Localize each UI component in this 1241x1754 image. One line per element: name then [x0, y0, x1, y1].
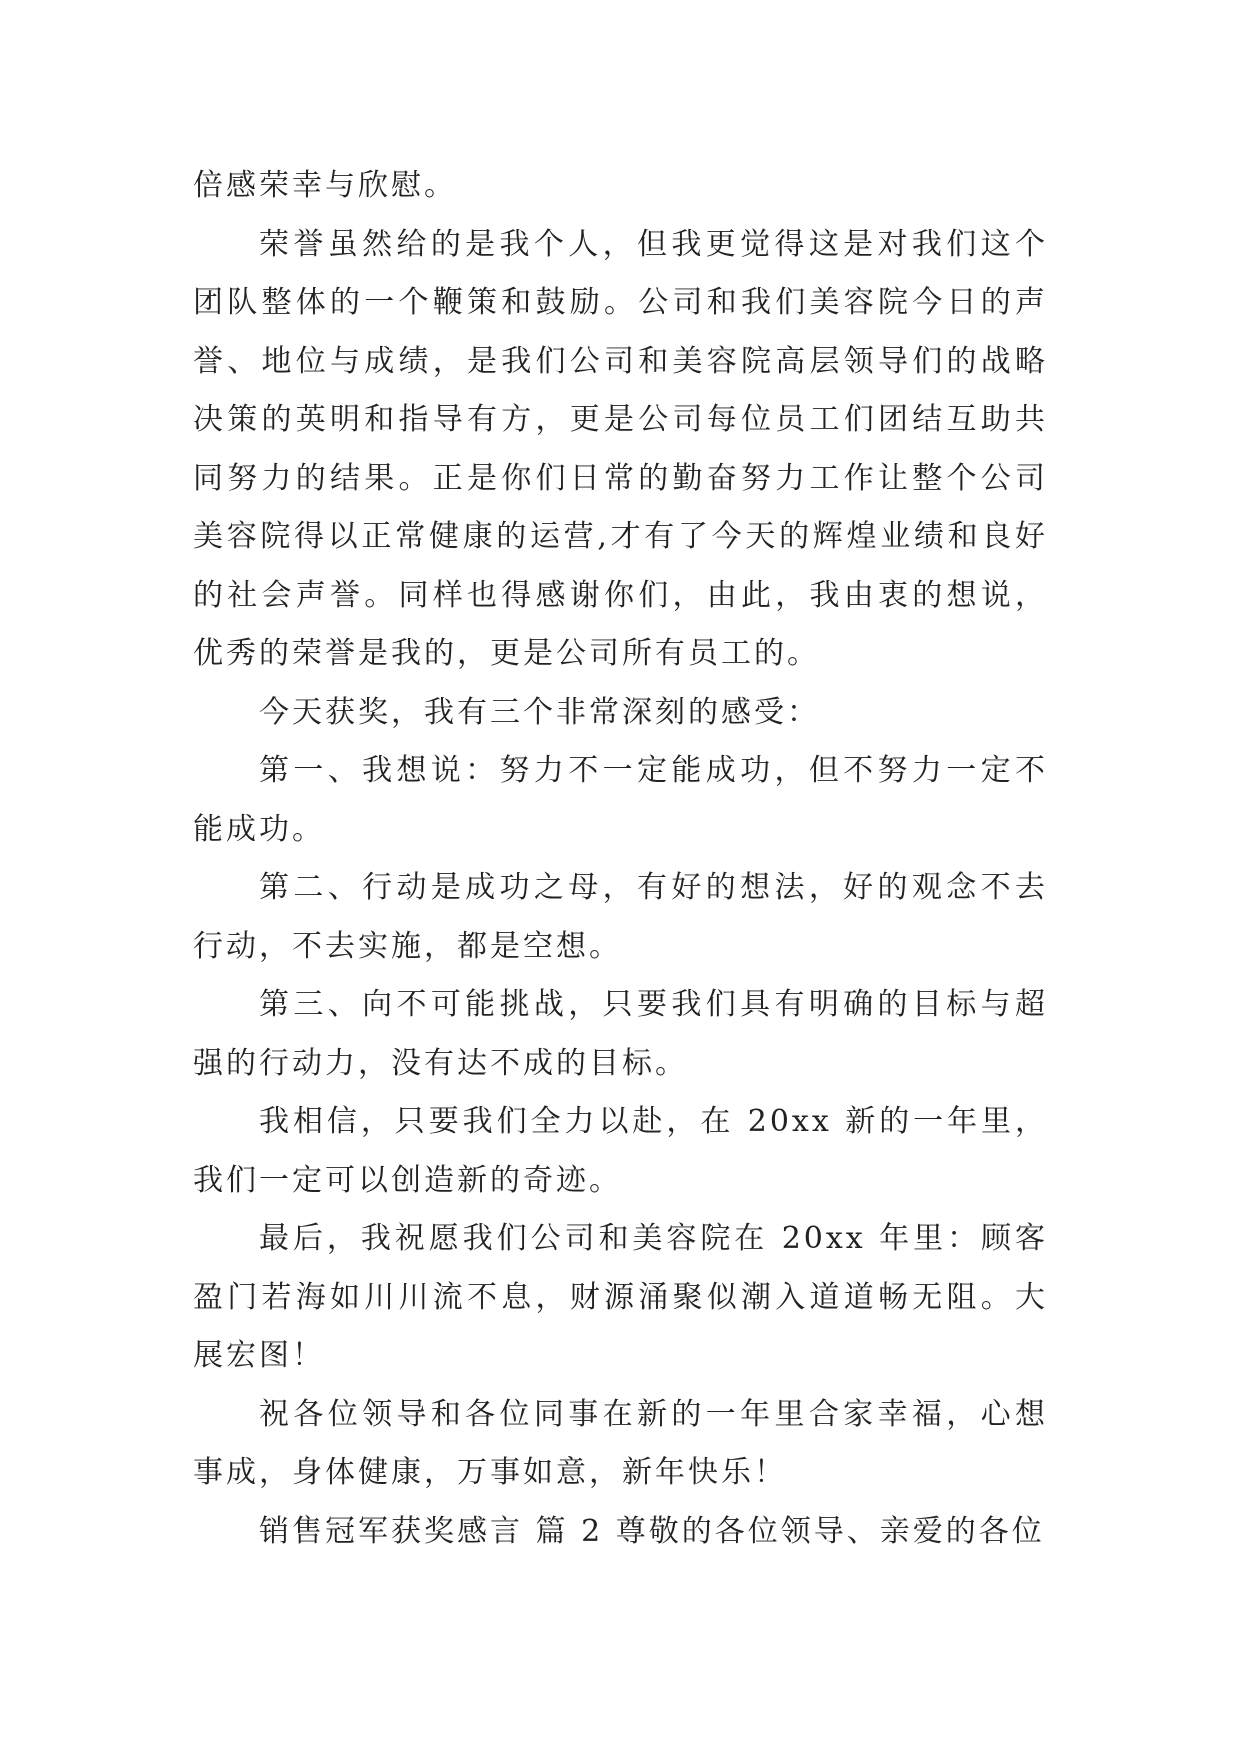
paragraph-belief: 我相信，只要我们全力以赴，在 20xx 新的一年里，我们一定可以创造新的奇迹。: [193, 1104, 1048, 1198]
paragraph-feelings-intro: 今天获奖，我有三个非常深刻的感受：: [259, 694, 820, 730]
paragraph-continuation: 倍感荣幸与欣慰。: [193, 168, 457, 203]
paragraph-wish-colleagues: 祝各位领导和各位同事在新的一年里合家幸福，心想事成，身体健康，万事如意，新年快乐！: [193, 1396, 1048, 1490]
paragraph-honor: 荣誉虽然给的是我个人，但我更觉得这是对我们这个团队整体的一个鞭策和鼓励。公司和我们美容院今日的声誉、地位与成绩，是我们公司和美容院高层领导们的战略决策的英明和指导有方，更是公司每位员工们团结互助共同努力的结果。正是你们日常的勤奋努力工作让整个公司美容院得以正常健康的运营,才有了今天的辉煌业绩和良好的社会声誉。同样也得感谢你们，由此，我由衷的想说，优秀的荣誉是我的，更是公司所有员工的。: [193, 226, 1048, 671]
paragraph-next-section: 销售冠军获奖感言 篇 2 尊敬的各位领导、亲爱的各位: [259, 1513, 1045, 1549]
paragraph-third-feeling: 第三、向不可能挑战，只要我们具有明确的目标与超强的行动力，没有达不成的目标。: [193, 987, 1048, 1081]
paragraph-second-feeling: 第二、行动是成功之母，有好的想法，好的观念不去行动，不去实施，都是空想。: [193, 870, 1048, 964]
paragraph-first-feeling: 第一、我想说：努力不一定能成功，但不努力一定不能成功。: [193, 753, 1048, 847]
paragraph-wish-company: 最后，我祝愿我们公司和美容院在 20xx 年里：顾客盈门若海如川川流不息，财源涌聚似潮入道道畅无阻。大展宏图！: [193, 1221, 1048, 1373]
document-body: [193, 157, 1048, 1561]
